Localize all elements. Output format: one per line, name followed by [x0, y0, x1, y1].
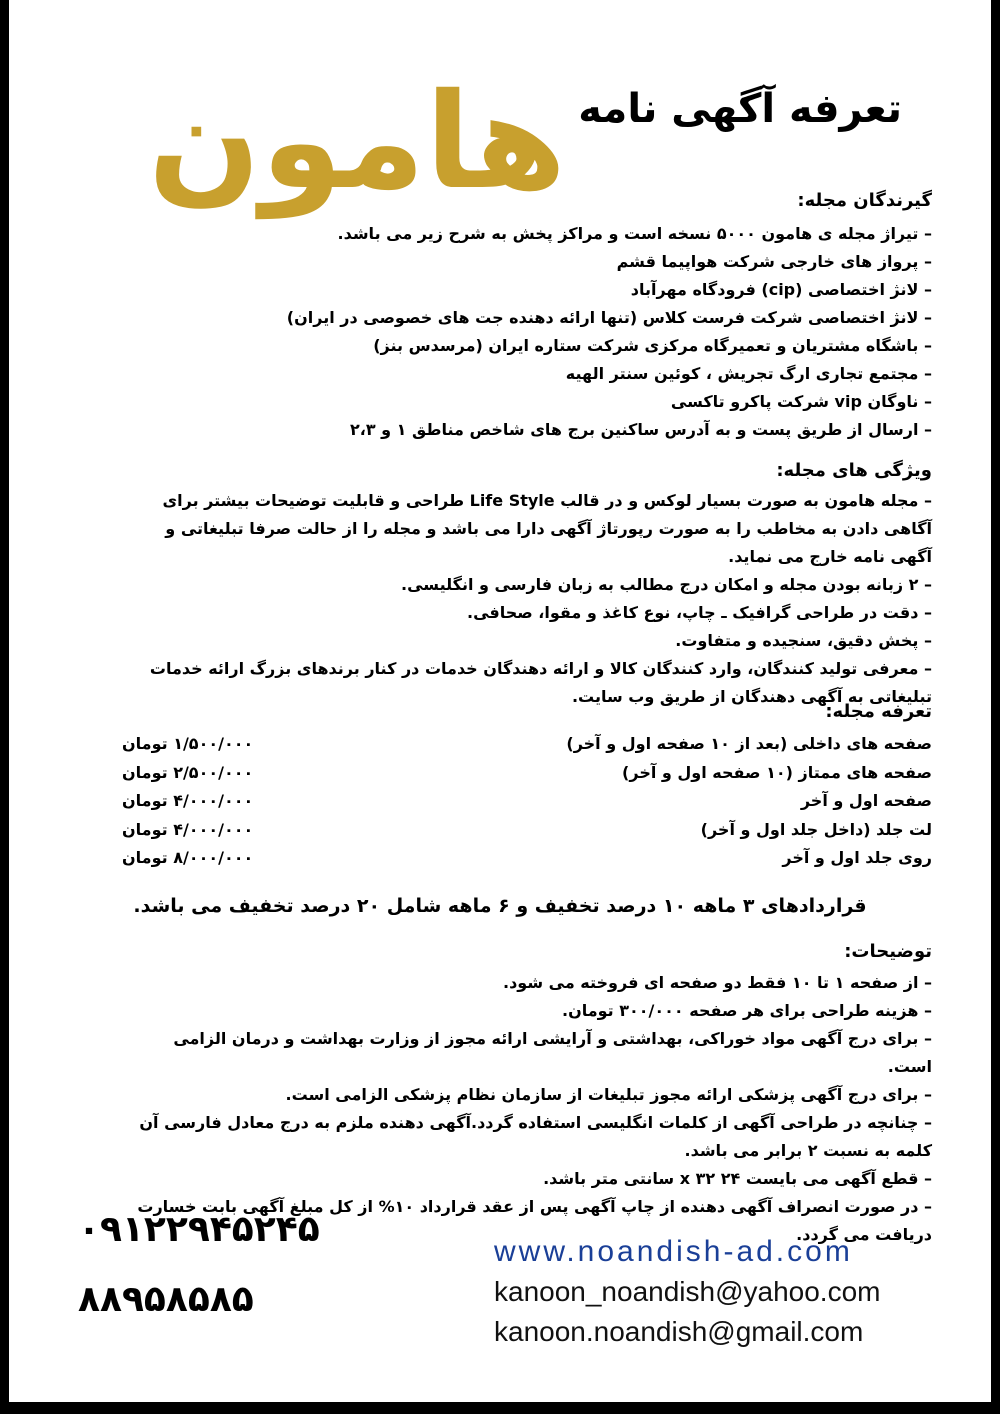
- email-gmail[interactable]: kanoon.noandish@gmail.com: [494, 1316, 864, 1347]
- rate-price: ۴/۰۰۰/۰۰۰ تومان: [122, 819, 254, 839]
- rate-price: ۸/۰۰۰/۰۰۰ تومان: [122, 848, 254, 867]
- list-item: – پخش دقیق، سنجیده و متفاوت.: [132, 627, 932, 655]
- email-yahoo[interactable]: kanoon_noandish@yahoo.com: [494, 1276, 881, 1307]
- features-heading: ویژگی های مجله:: [776, 460, 932, 481]
- list-item: – معرفی تولید کنندگان، وارد کنندگان کالا و ارائه دهندگان خدمات در کنار برندهای بزرگ ارائه خدمات تبلیغاتی به آگهی دهندگان از طریق وب سایت.: [132, 655, 932, 711]
- contact-info: [494, 1232, 880, 1352]
- list-item: – برای درج آگهی مواد خوراکی، بهداشتی و آرایشی ارائه مجوز از وزارت بهداشت و درمان الزامی است.: [132, 1025, 932, 1081]
- rates-table: [122, 730, 932, 873]
- list-item: – ناوگان vip شرکت پاکرو تاکسی: [287, 388, 932, 416]
- list-item: – ۲ زبانه بودن مجله و امکان درج مطالب به زبان فارسی و انگلیسی.: [132, 571, 932, 599]
- list-item: – چنانچه در طراحی آگهی از کلمات انگلیسی استفاده گردد.آگهی دهنده ملزم به درج معادل فارسی آن کلمه به نسبت ۲ برابر می باشد.: [132, 1109, 932, 1165]
- list-item: – باشگاه مشتریان و تعمیرگاه مرکزی شرکت ستاره ایران (مرسدس بنز): [287, 332, 932, 360]
- rate-label: صفحه های ممتاز (۱۰ صفحه اول و آخر): [622, 762, 932, 782]
- list-item: – برای درج آگهی پزشکی ارائه مجوز تبلیغات از سازمان نظام پزشکی الزامی است.: [132, 1081, 932, 1109]
- list-item: – پرواز های خارجی شرکت هواپیما قشم: [287, 248, 932, 276]
- rate-price: ۱/۵۰۰/۰۰۰ تومان: [122, 734, 254, 753]
- rate-price: ۴/۰۰۰/۰۰۰ تومان: [122, 791, 254, 810]
- page-title: تعرفه آگهی نامه: [578, 86, 902, 132]
- website-link[interactable]: www.noandish-ad.com: [494, 1235, 853, 1268]
- list-item: – قطع آگهی می بایست ۲۴ x ۳۲ سانتی متر باشد.: [132, 1165, 932, 1193]
- notes-heading: توضیحات:: [844, 941, 932, 962]
- rate-price: ۲/۵۰۰/۰۰۰ تومان: [122, 762, 254, 782]
- list-item: – ارسال از طریق پست و به آدرس ساکنین برج های شاخص مناطق ۱ و ۲،۳: [287, 416, 932, 444]
- contract-discount-note: قراردادهای ۳ ماهه ۱۰ درصد تخفیف و ۶ ماهه شامل ۲۰ درصد تخفیف می باشد.: [133, 895, 867, 917]
- list-item: – در صورت انصراف آگهی دهنده از چاپ آگهی پس از عقد قرارداد ۱۰% از کل مبلغ آگهی بابت خسارت دریافت می گردد.: [132, 1193, 932, 1249]
- rate-label: صفحه های داخلی (بعد از ۱۰ صفحه اول و آخر): [566, 734, 932, 753]
- rate-label: صفحه اول و آخر: [800, 791, 932, 810]
- list-item: – مجتمع تجاری ارگ تجریش ، کوئین سنتر الهیه: [287, 360, 932, 388]
- rate-row: [122, 816, 932, 845]
- recipients-heading: گیرندگان مجله:: [797, 190, 932, 211]
- phone-numbers: [78, 1210, 388, 1350]
- list-item: – لانژ اختصاصی (cip) فرودگاه مهرآباد: [287, 276, 932, 304]
- office-phone: ۸۸۹۵۸۵۸۵: [78, 1279, 254, 1320]
- rate-row: [122, 759, 932, 788]
- list-item: – دقت در طراحی گرافیک ـ چاپ، نوع کاغذ و مقوا، صحافی.: [132, 599, 932, 627]
- features-list: [132, 487, 932, 711]
- mobile-phone: ۰۹۱۲۲۹۴۵۲۴۵: [78, 1209, 320, 1250]
- list-item: – تیراژ مجله ی هامون ۵۰۰۰ نسخه است و مراکز پخش به شرح زیر می باشد.: [287, 220, 932, 248]
- list-item: – لانژ اختصاصی شرکت فرست کلاس (تنها ارائه دهنده جت های خصوصی در ایران): [287, 304, 932, 332]
- list-item: – هزینه طراحی برای هر صفحه ۳۰۰/۰۰۰ تومان.: [132, 997, 932, 1025]
- rate-row: [122, 787, 932, 816]
- rate-row: [122, 730, 932, 759]
- rates-heading: تعرفه مجله:: [825, 701, 932, 722]
- recipients-list: [287, 220, 932, 444]
- list-item: – مجله هامون به صورت بسیار لوکس و در قالب Life Style طراحی و قابلیت توضیحات بیشتر برای آگاهی دادن به مخاطب را به صورت رپورتاژ آگهی دارا می باشد و مجله را از حالت صرفا تبلیغاتی و آگهی نامه خارج می نماید.: [132, 487, 932, 571]
- list-item: – از صفحه ۱ تا ۱۰ فقط دو صفحه ای فروخته می شود.: [132, 969, 932, 997]
- rate-label: روی جلد اول و آخر: [782, 848, 932, 867]
- rate-row: [122, 844, 932, 873]
- notes-list: [132, 969, 932, 1249]
- brand-logo-text: هامون: [148, 65, 567, 219]
- rate-label: لت جلد (داخل جلد اول و آخر): [700, 819, 932, 839]
